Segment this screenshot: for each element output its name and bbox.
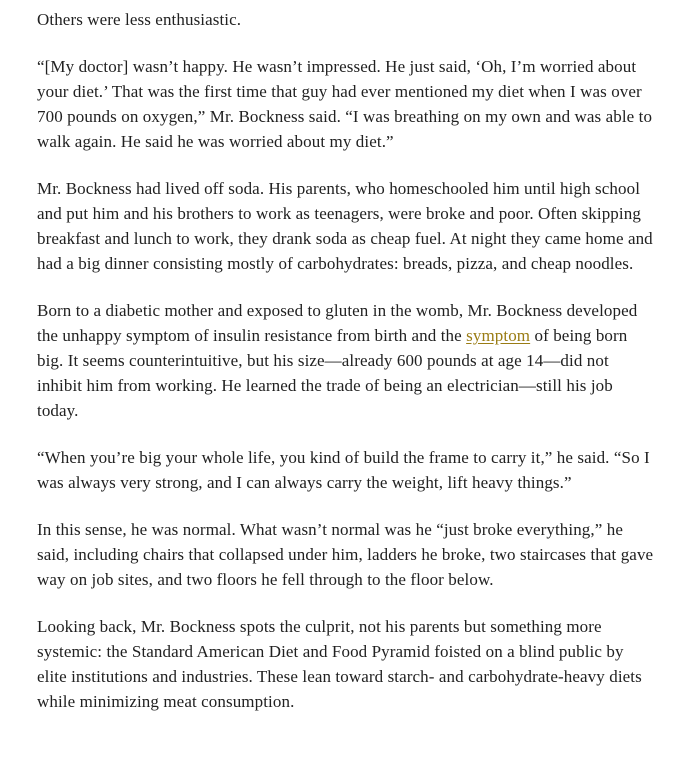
symptom-link[interactable]: symptom [466,326,531,345]
paragraph-5: “When you’re big your whole life, you kind of build the frame to carry it,” he said. “So I was always very strong, and I can always carry the weight, lift heavy things.” [37,448,650,492]
paragraph-6: In this sense, he was normal. What wasn’t normal was he “just broke everything,” he said, including chairs that collapsed under him, ladders he broke, two staircases that gave way on job sites, and two floors he fell through to the floor below. [37,520,654,589]
paragraph-1: Others were less enthusiastic. [37,10,242,29]
paragraph-3: Mr. Bockness had lived off soda. His parents, who homeschooled him until high school and put him and his brothers to work as teenagers, were broke and poor. Often skipping breakfast and lunch to work, they drank soda as cheap fuel. At night they came home and had a big dinner consisting mostly of carbohydrates: breads, pizza, and cheap noodles. [37,179,653,273]
paragraph-2: “[My doctor] wasn’t happy. He wasn’t impressed. He just said, ‘Oh, I’m worried about your diet.’ That was the first time that guy had ever mentioned my diet when I was over 700 pounds on oxygen,” Mr. Bockness said. “I was breathing on my own and was able to walk again. He said he was worried about my diet.” [37,57,653,151]
paragraph-4-text-before: Born to a diabetic mother and exposed to gluten in the womb, Mr. Bockness developed the unhappy symptom of insulin resistance from birth and the [37,301,638,345]
paragraph-4-text-after: of being born big. It seems counterintuitive, but his size—already 600 pounds at age 14—did not inhibit him from working. He learned the trade of being an electrician—still his job today. [37,326,628,420]
paragraph-7: Looking back, Mr. Bockness spots the culprit, not his parents but something more systemic: the Standard American Diet and Food Pyramid foisted on a blind public by elite institutions and industries. These lean toward starch- and carbohydrate-heavy diets while minimizing meat consumption. [37,617,642,711]
paragraph-4 [37,298,657,423]
